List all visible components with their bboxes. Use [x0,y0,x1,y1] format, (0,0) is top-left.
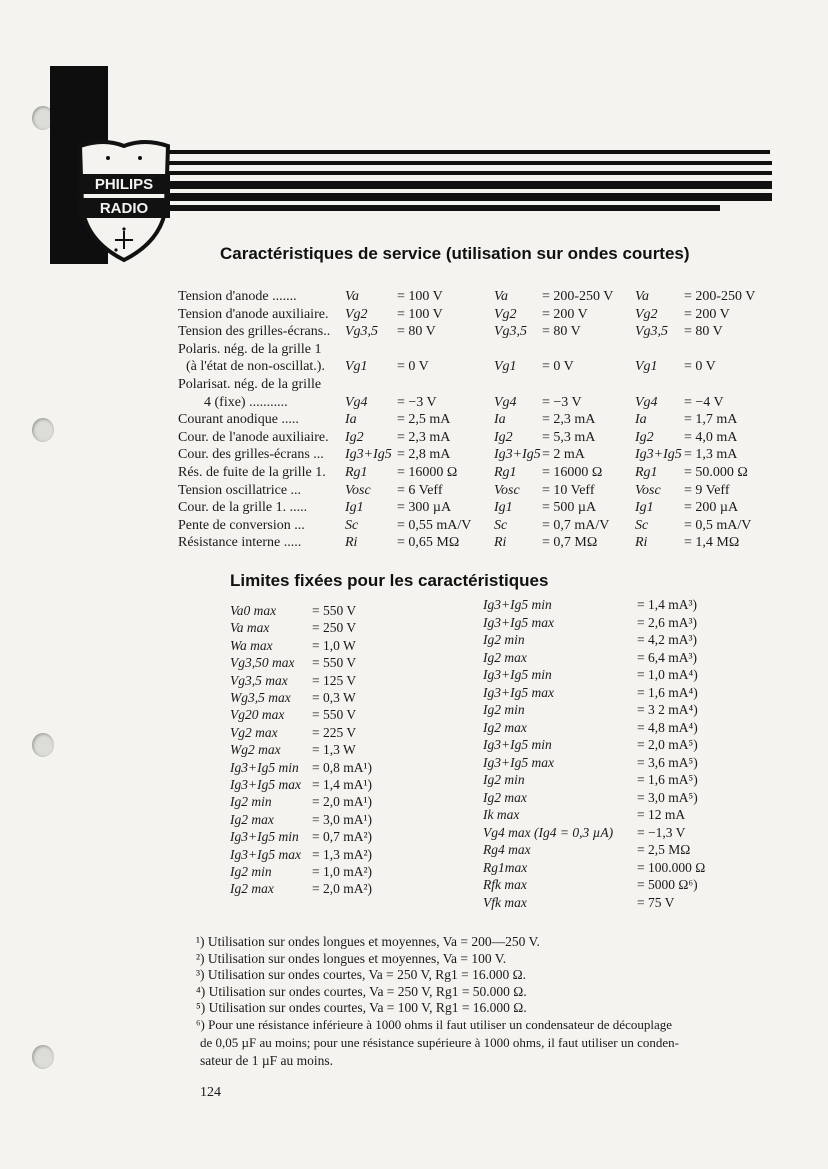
row-symbol: Rg1 [494,465,517,480]
limit-symbol: Ig3+Ig5 min [483,667,552,682]
limit-symbol: Wg2 max [230,742,281,758]
row-label: Tension des grilles-écrans.. [178,324,331,340]
limit-value: = 225 V [312,724,357,740]
row-value: = 2 mA [542,447,585,463]
limit-symbol: Ig2 max [483,789,527,805]
limit-symbol: Vg20 max [230,707,285,723]
row-symbol: Ig1 [345,500,364,516]
limit-value: = 3,0 mA⁵) [637,789,698,805]
limit-symbol: Ig3+Ig5 max [483,754,554,770]
limit-value: = 550 V [312,655,357,671]
row-symbol: Vosc [494,482,520,498]
row-symbol: Va [635,289,649,304]
row-symbol: Ia [345,412,357,428]
limit-symbol: Ik max [483,807,520,822]
limit-symbol: Ig3+Ig5 max [483,614,554,630]
limit-value: = 3,6 mA⁵) [637,754,698,770]
row-label: 4 (fixe) ........... [204,394,288,410]
row-value: = 0,7 MΩ [542,535,598,551]
limit-value: = 4,8 mA⁴) [637,719,698,735]
row-value: = −3 V [397,394,437,410]
row-symbol: Rg1 [345,465,368,480]
limit-symbol: Vg2 max [230,724,278,740]
row-value: = 2,8 mA [397,447,451,463]
limit-symbol: Ig2 max [483,649,527,665]
footnote: ⁵) Utilisation sur ondes courtes, Va = 100 V, Rg1 = 16.000 Ω. [196,1000,527,1015]
row-value: = 50.000 Ω [684,465,748,480]
row-symbol: Vg2 [494,306,517,322]
row-symbol: Ri [635,535,648,551]
row-value: = 0,7 mA/V [542,517,610,533]
row-symbol: Va [345,289,359,304]
row-symbol: Sc [345,517,359,533]
row-symbol: Vg1 [635,359,658,375]
row-symbol: Va [494,289,508,304]
limit-value: = 3 2 mA⁴) [637,702,698,717]
row-symbol: Ig3+Ig5 [345,447,392,463]
limit-value: = 100.000 Ω [637,859,706,875]
limit-value: = 5000 Ω⁶) [637,877,698,892]
limit-value: = 6,4 mA³) [637,649,698,665]
limit-symbol: Wa max [230,637,273,653]
row-label: Résistance interne ..... [178,535,302,551]
footnote: ⁶) Pour une résistance inférieure à 1000 ohms il faut utiliser un condensateur de découplage [196,1017,672,1032]
limit-symbol: Vg3,5 max [230,672,288,688]
limit-symbol: Wg3,5 max [230,690,291,705]
footnote: ²) Utilisation sur ondes longues et moyennes, Va = 100 V. [196,951,507,966]
row-label: Tension oscillatrice ... [178,482,302,498]
limit-value: = 0,8 mA¹) [312,759,373,775]
limit-value: = 1,0 mA⁴) [637,667,698,682]
row-symbol: Ig2 [635,429,654,445]
limit-symbol: Rg4 max [483,842,531,857]
row-symbol: Ia [494,412,506,428]
footnote: ¹) Utilisation sur ondes longues et moyennes, Va = 200—250 V. [196,934,540,949]
row-symbol: Vg3,5 [635,324,669,340]
limit-value: = 75 V [637,894,675,910]
row-symbol: Rg1 [635,465,658,480]
limit-symbol: Rg1max [483,859,528,875]
row-value: = 100 V [397,306,443,322]
limit-value: = 2,0 mA⁵) [637,737,698,752]
row-value: = 6 Veff [397,482,443,498]
limit-symbol: Ig2 min [230,794,272,810]
row-value: = 200 V [684,306,730,322]
row-label: Cour. des grilles-écrans ... [178,447,324,463]
row-symbol: Vg4 [345,394,368,410]
limit-value: = 550 V [312,707,357,723]
limit-value: = 12 mA [637,807,686,822]
row-value: = 100 V [397,289,443,304]
row-symbol: Vg4 [635,394,658,410]
row-symbol: Ig3+Ig5 [494,447,541,463]
row-symbol: Vg2 [345,306,368,322]
row-value: = 200 V [542,306,588,322]
limit-symbol: Ig3+Ig5 min [483,597,552,612]
limit-value: = 250 V [312,620,357,636]
footnote: sateur de 1 µF au moins. [200,1053,334,1068]
limit-symbol: Ig2 min [483,772,525,787]
limit-value: = 2,0 mA²) [312,881,373,897]
row-value: = 500 µA [542,500,597,516]
limit-symbol: Ig2 min [230,864,272,879]
page-number: 124 [200,1085,221,1100]
row-value: = 2,3 mA [542,412,596,428]
row-value: = 5,3 mA [542,429,596,445]
row-symbol: Vg2 [635,306,658,322]
row-label: Cour. de l'anode auxiliaire. [178,429,329,445]
row-symbol: Sc [635,517,649,533]
limit-symbol: Ig2 min [483,702,525,717]
footnote: de 0,05 µF au moins; pour une résistance supérieure à 1000 ohms, il faut utiliser un conden- [200,1035,679,1050]
limit-value: = 1,3 mA²) [312,846,373,862]
limit-symbol: Ig2 min [483,632,525,647]
row-value: = 9 Veff [684,482,730,498]
row-value: = 16000 Ω [397,465,458,480]
limit-symbol: Rfk max [483,877,527,892]
limit-value: = 2,0 mA¹) [312,794,373,810]
limit-symbol: Ig3+Ig5 max [230,777,301,792]
limit-value: = 4,2 mA³) [637,632,698,647]
limit-value: = 0,7 mA²) [312,829,373,845]
limit-symbol: Ig2 max [230,881,274,897]
logo-line2: RADIO [99,200,149,217]
row-label: Tension d'anode ....... [178,289,297,304]
footnote: ³) Utilisation sur ondes courtes, Va = 250 V, Rg1 = 16.000 Ω. [196,967,527,982]
row-value: = −3 V [542,394,582,410]
limit-value: = 2,5 MΩ [637,842,691,857]
row-symbol: Vg4 [494,394,517,410]
row-value: = 200-250 V [684,289,756,304]
row-symbol: Ia [635,412,647,428]
limit-value: = 1,3 W [312,742,356,758]
row-value: = 0,5 mA/V [684,517,752,533]
philips-logo [74,136,174,266]
row-symbol: Ig2 [494,429,513,445]
section-service-title: Caractéristiques de service (utilisation sur ondes courtes) [220,244,690,263]
row-symbol: Vosc [635,482,661,498]
row-value: = 300 µA [397,500,452,516]
limit-symbol: Va0 max [230,603,277,618]
row-label: Polaris. nég. de la grille 1 [178,341,322,357]
binder-hole [32,733,54,757]
limit-value: = 1,6 mA⁵) [637,772,698,787]
row-value: = 0 V [542,359,574,375]
row-symbol: Vg3,5 [345,324,379,340]
row-value: = 1,4 MΩ [684,535,740,551]
binder-hole [32,418,54,442]
row-value: = 0,55 mA/V [397,517,472,533]
logo-line1: PHILIPS [94,176,154,193]
limit-symbol: Ig3+Ig5 max [230,846,301,862]
row-value: = 80 V [397,324,436,340]
limit-symbol: Ig3+Ig5 min [230,759,299,775]
row-symbol: Ig3+Ig5 [635,447,682,463]
row-value: = 0,65 MΩ [397,535,460,551]
row-value: = 1,3 mA [684,447,738,463]
limit-value: = 1,0 W [312,637,356,653]
limit-symbol: Va max [230,620,270,636]
limit-symbol: Ig3+Ig5 min [230,829,299,845]
row-label: Rés. de fuite de la grille 1. [178,465,326,480]
limit-symbol: Vg4 max (Ig4 = 0,3 µA) [483,824,614,840]
row-symbol: Ri [345,535,358,551]
row-label: Pente de conversion ... [178,517,305,533]
limit-value: = −1,3 V [637,824,686,840]
limit-value: = 1,6 mA⁴) [637,684,698,700]
limit-value: = 3,0 mA¹) [312,811,373,827]
limit-symbol: Vfk max [483,894,527,910]
limit-symbol: Ig2 max [483,719,527,735]
row-symbol: Vg1 [345,359,368,375]
row-symbol: Ig2 [345,429,364,445]
row-label: Courant anodique ..... [178,412,299,428]
row-label: Tension d'anode auxiliaire. [178,306,329,322]
row-value: = 2,3 mA [397,429,451,445]
section-limits-title: Limites fixées pour les caractéristiques [230,571,549,590]
limit-value: = 550 V [312,603,357,618]
row-symbol: Ig1 [494,500,513,516]
row-value: = 200 µA [684,500,739,516]
row-value: = 1,7 mA [684,412,738,428]
row-value: = 16000 Ω [542,465,603,480]
limit-value: = 125 V [312,672,357,688]
limit-value: = 1,4 mA³) [637,597,698,612]
row-value: = 2,5 mA [397,412,451,428]
row-value: = 0 V [397,359,429,375]
row-value: = 80 V [684,324,723,340]
limit-symbol: Ig3+Ig5 min [483,737,552,752]
row-symbol: Vosc [345,482,371,498]
limit-value: = 0,3 W [312,690,356,705]
row-symbol: Ig1 [635,500,654,516]
limit-symbol: Ig2 max [230,811,274,827]
binder-hole [32,1045,54,1069]
row-label: Polarisat. nég. de la grille [178,377,322,392]
limit-symbol: Vg3,50 max [230,655,295,671]
footnote: ⁴) Utilisation sur ondes courtes, Va = 250 V, Rg1 = 50.000 Ω. [196,984,527,999]
row-value: = 80 V [542,324,581,340]
row-label: Cour. de la grille 1. ..... [178,500,308,516]
row-symbol: Vg1 [494,359,517,375]
limit-symbol: Ig3+Ig5 max [483,684,554,700]
limit-value: = 2,6 mA³) [637,614,698,630]
row-value: = 0 V [684,359,716,375]
row-value: = −4 V [684,394,724,410]
limit-value: = 1,4 mA¹) [312,777,373,792]
row-value: = 10 Veff [542,482,595,498]
limit-value: = 1,0 mA²) [312,864,373,879]
row-label: (à l'état de non-oscillat.). [186,359,325,375]
row-symbol: Sc [494,517,508,533]
row-symbol: Ri [494,535,507,551]
row-value: = 200-250 V [542,289,614,304]
row-value: = 4,0 mA [684,429,738,445]
row-symbol: Vg3,5 [494,324,528,340]
